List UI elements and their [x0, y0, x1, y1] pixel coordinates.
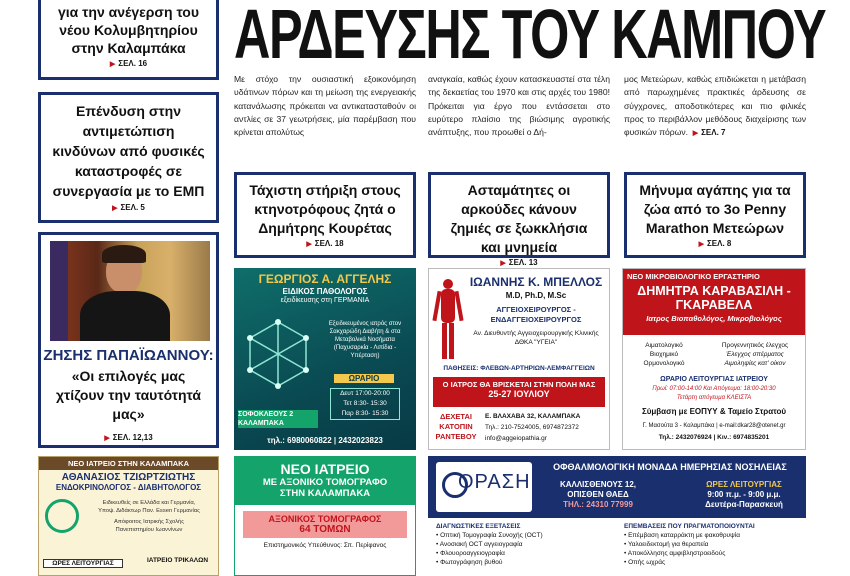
ad-name: ΓΕΩΡΓΙΟΣ Α. ΑΓΓΕΛΗΣ [258, 272, 392, 286]
ad-specialty: ΕΙΔΙΚΟΣ ΠΑΘΟΛΟΓΟΣ [282, 287, 368, 296]
ad-hours [686, 480, 802, 510]
ad-pathologist[interactable] [234, 268, 416, 450]
thyroid-icon [45, 499, 79, 533]
hours-title: ΩΡΕΣ ΛΕΙΤΟΥΡΓΙΑΣ [706, 480, 782, 489]
ad-phone: Τηλ.: 2432076924 | Κιν.: 6974835201 [658, 434, 770, 441]
page-ref: ▶ ΣΕΛ. 16 [109, 59, 148, 68]
ad-address: Ε. ΒΛΑΧΑΒΑ 32, ΚΑΛΑΜΠΑΚΑ [485, 413, 581, 420]
story-title: Επένδυση στην αντιμετώπιση κινδύνων από φυσικές καταστροφές σε συνεργασία με το ΕΜΠ [52, 103, 205, 199]
main-headline: ΑΡΔΕΥΣΗΣ ΤΟΥ ΚΑΜΠΟΥ [234, 0, 826, 73]
address-line: ΟΠΙΣΘΕΝ ΘΑΕΔ [567, 490, 629, 499]
ad-name: ΑΘΑΝΑΣΙΟΣ ΤΖΙΩΡΤΖΙΩΤΗΣ [61, 472, 196, 483]
service-item: Βιοχημικό [649, 351, 679, 358]
orasi-logo [436, 462, 532, 512]
service-item: Αιμοληψίες κατ' οίκον [724, 360, 786, 367]
exams-title: ΔΙΑΓΝΩΣΤΙΚΕΣ ΕΞΕΤΑΣΕΙΣ [436, 523, 521, 530]
story-title: Μήνυμα αγάπης για τα ζώα από το 3ο Penny Marathon Μετεώρων [639, 182, 791, 236]
story-title: Τάχιστη στήριξη στους κτηνοτρόφους ζητά ο Δημήτρης Κουρέτας [249, 182, 401, 236]
procedure-item: • Οπής ωχράς [624, 559, 666, 566]
ad-address: ΣΟΦΟΚΛΕΟΥΣ 2 ΚΑΛΑΜΠΑΚΑ [238, 410, 318, 428]
ct-header [235, 457, 415, 505]
page-ref: ▶ ΣΕΛ. 12,13 [104, 433, 153, 442]
logo-text: ΟΡΑΣΗ [458, 471, 531, 493]
ad-specialty: ΑΓΓΕΙΟΧΕΙΡΟΥΡΓΟΣ - ΕΝΔΑΓΓΕΙΟΧΕΙΡΟΥΡΓΟΣ [490, 305, 582, 324]
vascular-figure-icon [435, 279, 461, 359]
story-box-interview[interactable] [38, 232, 219, 448]
notice-banner [433, 377, 605, 407]
exams-list [436, 522, 616, 567]
ct-title-3: ΣΤΗΝ ΚΑΛΑΜΠΑΚΑ [279, 488, 371, 499]
desc-line: Πανεπιστημίου Ιωαννίνων [115, 527, 183, 533]
article-column-1: Με στόχο την ουσιαστική εξοικονόμηση υδάτινων πόρων και τη μείωση της ενεργειακής κατανάλωσης πρόκειται να αντικατασταθούν οι αντλίες σε 37 γεωτρήσεις, μία παρέμβαση που κρίνεται απολύτως [234, 74, 416, 138]
page-ref: ▶ ΣΕΛ. 5 [112, 203, 145, 212]
ad-top: ΝΕΟ ΙΑΤΡΕΙΟ ΣΤΗΝ ΚΑΛΑΜΠΑΚΑ [39, 457, 218, 470]
service-item: Αιματολογικό [645, 342, 683, 349]
lab-header [623, 269, 805, 335]
molecule-graphic [238, 314, 318, 404]
exam-item: • Φλουοροαγγειογραφία [436, 550, 505, 557]
ad-endocrinologist[interactable] [38, 456, 219, 576]
story-box-bears[interactable] [428, 172, 610, 267]
ct-title-2: ΜΕ ΑΞΟΝΙΚΟ ΤΟΜΟΓΡΑΦΟ [262, 477, 388, 488]
ad-address: Γ. Μασούτα 3 - Καλαμπάκα | e-mail:dkar28@otenet.gr [642, 423, 786, 429]
ad-address [538, 480, 658, 510]
desc-line: Υποψ. Διδάκτωρ Παν. Essen Γερμανίας [98, 508, 200, 514]
notice-dates: 25-27 ΙΟΥΛΙΟΥ [488, 389, 550, 399]
ad-description: Εξειδικευμένος ιατρός στον Σακχαρώδη Διαβήτη & στα Μεταβολικά Νοσήματα (Παχυσαρκία - Λιπίδια - Υπέρταση) [328, 321, 402, 359]
hours-title: ΩΡΑΡΙΟ ΛΕΙΤΟΥΡΓΙΑΣ ΙΑΤΡΕΙΟΥ [660, 376, 768, 383]
services-left [629, 341, 699, 368]
ad-name: ΔΗΜΗΤΡΑ ΚΑΡΑΒΑΣΙΛΗ - ΓΚΑΡΑΒΕΛΑ [637, 284, 791, 312]
appointments: ΔΕΧΕΤΑΙ ΚΑΤΟΠΙΝ ΡΑΝΤΕΒΟΥ [435, 412, 477, 441]
ad-title: ΟΦΘΑΛΜΟΛΟΓΙΚΗ ΜΟΝΑΔΑ ΗΜΕΡΗΣΙΑΣ ΝΟΣΗΛΕΙΑΣ [553, 462, 787, 472]
ad-phone: τηλ.: 6980060822 | 2432023823 [267, 436, 383, 445]
procedure-item: • Επέμβαση καταρράκτη με φακοθρυψία [624, 532, 740, 539]
desc-line: Ειδικευθείς σε Ελλάδα και Γερμανία, [102, 500, 196, 506]
article-column-3 [624, 73, 806, 140]
service-item: Ορμονολογικό [643, 360, 685, 367]
interviewee-name: ΖΗΣΗΣ ΠΑΠΑΪΩΑΝΝΟΥ: [43, 347, 214, 364]
ad-ophthalmology[interactable] [428, 456, 806, 576]
story-box-penny-marathon[interactable] [624, 172, 806, 258]
ct-band [243, 511, 407, 538]
ad-conditions: ΠΑΘΗΣΕΙΣ: ΦΛΕΒΩΝ-ΑΡΤΗΡΙΩΝ-ΛΕΜΦΑΓΓΕΙΩΝ [443, 365, 595, 372]
hours-line: Πρωί: 07:00-14:00 Και Απόγευμα: 18:00-20:30 [652, 386, 776, 392]
hours-list [330, 388, 400, 420]
interview-quote: «Οι επιλογές μας χτίζουν την ταυτότητά μας» [56, 368, 201, 422]
page-ref: ▶ ΣΕΛ. 7 [692, 128, 726, 138]
ad-degrees: M.D, Ph.D, M.Sc [505, 291, 567, 300]
hours-title: ΩΡΑΡΙΟ [334, 374, 394, 383]
procedure-item: • Αποκόλλησης αμφιβληστροειδούς [624, 550, 726, 557]
hours-title: ΩΡΕΣ ΛΕΙΤΟΥΡΓΙΑΣ [43, 559, 123, 568]
service-item: Προγεννητικός έλεγχος [721, 342, 789, 349]
ad-email: info@aggeiopathia.gr [485, 435, 547, 442]
ct-title-1: ΝΕΟ ΙΑΤΡΕΙΟ [280, 461, 370, 477]
ad-ct-scanner[interactable] [234, 456, 416, 576]
hours-row: Δευτ 17:00-20:00 [340, 390, 390, 397]
article-column-2: αναγκαία, καθώς έχουν κατασκευαστεί στα τέλη της δεκαετίας του 1970 και στις αρχές του 1980! Πρόκειται για έργο που εντάσσεται στο ευρύτερο πλαίσιο της βιώσιμης αγροτικής ανάπτυξης, που προωθεί ο Δή- [428, 74, 610, 138]
page-ref: ▶ ΣΕΛ. 8 [698, 239, 732, 248]
hours-row: Παρ 8:30- 15:30 [341, 410, 389, 417]
procedures-title: ΕΠΕΜΒΑΣΕΙΣ ΠΟΥ ΠΡΑΓΜΑΤΟΠΟΙΟΥΝΤΑΙ [624, 523, 755, 530]
hours-line: 9:00 π.μ. - 9:00 μ.μ. [707, 490, 781, 499]
article-column-3-text: μος Μετεώρων, καθώς επιδιώκεται η μετάβαση από παρωχημένες πρακτικές άρδευσης σε σύγχρονες, αποδοτικότερες και πιο φιλικές προς το περιβάλλον μεθόδους διαχείρισης των φυσικών πόρων. [624, 74, 806, 138]
ct-band-2: 64 ΤΟΜΩΝ [299, 524, 351, 535]
ad-vascular-surgeon[interactable] [428, 268, 610, 450]
procedures-list [624, 522, 804, 567]
ad-specialty: Ιατρος Βιοπαθολόγος, Μικροβιολόγος [646, 314, 782, 323]
service-item: Έλεγχος σπέρματος [726, 351, 784, 358]
ct-footer: Επιστημονικός Υπεύθυνος: Σπ. Περίφανος [263, 542, 387, 549]
hours-row: Τετ 8:30- 15:30 [343, 400, 387, 407]
exam-item: • Φωτογράφηση βυθού [436, 559, 503, 566]
hours-days: Δευτέρα-Παρασκευή [705, 500, 783, 509]
lab-top: ΝΕΟ ΜΙΚΡΟΒΙΟΛΟΓΙΚΟ ΕΡΓΑΣΤΗΡΙΟ [627, 272, 760, 281]
page-ref: ▶ ΣΕΛ. 18 [306, 239, 344, 248]
story-title: για την ανέγερση του νέου Κολυμβητηρίου στην Καλαμπάκα [57, 4, 200, 56]
procedure-item: • Υαλοειδεκτομή για θεραπεία [624, 541, 709, 548]
exam-item: • Οπτική Τομογραφία Συνοχής (OCT) [436, 532, 543, 539]
hours-line: Τετάρτη απόγευμα ΚΛΕΙΣΤΑ [676, 395, 752, 401]
portrait-photo [50, 241, 210, 341]
ad-phone: Τηλ.: 210-7524005, 6974872372 [485, 424, 579, 431]
ad-description [83, 499, 215, 534]
services-right [707, 341, 803, 368]
story-title: Ασταμάτητες οι αρκούδες κάνουν ζημιές σε ξωκκλήσια και μνημεία [450, 182, 588, 255]
story-box-livestock[interactable] [234, 172, 416, 258]
story-box-natural-disasters[interactable] [38, 92, 219, 223]
ad-subtitle: εξειδίκευσης στη ΓΕΡΜΑΝΙΑ [280, 297, 370, 304]
desc-line: Απόφοιτος Ιατρικής Σχολής [113, 519, 185, 525]
ct-band-1: ΑΞΟΝΙΚΟΣ ΤΟΜΟΓΡΑΦΟΣ [268, 514, 382, 524]
notice-text: Ο ΙΑΤΡΟΣ ΘΑ ΒΡΙΣΚΕΤΑΙ ΣΤΗΝ ΠΟΛΗ ΜΑΣ [442, 380, 596, 389]
story-box-swimming-pool[interactable] [38, 0, 219, 80]
exam-item: • Ανοσιακή OCT αγγειογραφία [436, 541, 523, 548]
ad-name: ΙΩΑΝΝΗΣ Κ. ΜΠΕΛΛΟΣ [469, 275, 603, 289]
address-line: ΚΑΛΛΙΣΘΕΝΟΥΣ 12, [559, 480, 637, 489]
ad-contract: Σύμβαση με ΕΟΠΥΥ & Ταμείο Στρατού [641, 407, 787, 416]
ad-post: Αν. Διευθυντής Αγγειοχειρουργικής Κλινικής ΔΘΚΑ "ΥΓΕΙΑ" [473, 330, 599, 346]
page-ref: ▶ ΣΕΛ. 13 [500, 258, 538, 267]
ad-phone: ΤΗΛ.: 24310 77999 [563, 500, 633, 509]
ad-microbiology-lab[interactable] [622, 268, 806, 450]
office-label: ΙΑΤΡΕΙΟ ΤΡΙΚΑΛΩΝ [147, 557, 209, 564]
ad-specialty: ΕΝΔΟΚΡΙΝΟΛΟΓΟΣ - ΔΙΑΒΗΤΟΛΟΓΟΣ [55, 483, 202, 492]
